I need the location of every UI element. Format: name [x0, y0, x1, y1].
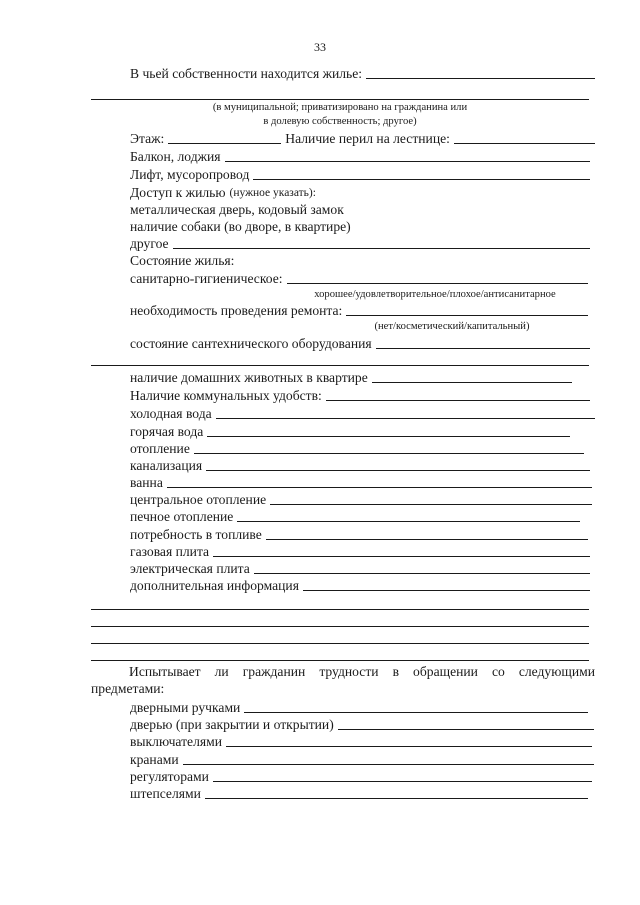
- utilities-label: Наличие коммунальных удобств:: [130, 388, 322, 403]
- pets-row: [130, 370, 572, 386]
- railing-label: Наличие перил на лестнице:: [285, 131, 450, 146]
- lift-label: Лифт, мусоропровод: [130, 167, 250, 182]
- utility-label: электрическая плита: [130, 561, 250, 576]
- difficulty-field[interactable]: [244, 711, 588, 713]
- access-item-door: металлическая дверь, кодовый замок: [130, 202, 344, 217]
- access-other-row: [130, 236, 590, 252]
- sanitary-field[interactable]: [287, 282, 588, 284]
- page-number: 33: [314, 40, 326, 54]
- utility-field[interactable]: [216, 417, 595, 419]
- plumbing-label: состояние сантехнического оборудования: [130, 336, 372, 351]
- ownership-field-line2[interactable]: [91, 99, 589, 100]
- pets-label: наличие домашних животных в квартире: [130, 370, 368, 385]
- utility-field[interactable]: [213, 555, 590, 557]
- utility-field[interactable]: [237, 520, 580, 522]
- additional-info-line[interactable]: [91, 660, 589, 661]
- difficulty-label: дверными ручками: [130, 700, 241, 715]
- utility-label: канализация: [130, 458, 203, 473]
- utility-label: газовая плита: [130, 544, 210, 559]
- difficulty-label: дверью (при закрытии и открытии): [130, 717, 334, 732]
- balcony-label: Балкон, лоджия: [130, 149, 221, 164]
- floor-field[interactable]: [168, 142, 281, 144]
- ownership-row: [130, 66, 595, 82]
- condition-row: [130, 253, 590, 269]
- utility-label: потребность в топливе: [130, 527, 262, 542]
- balcony-row: [130, 149, 590, 165]
- ownership-field[interactable]: [366, 77, 595, 79]
- access-row: [130, 185, 590, 201]
- utility-field[interactable]: [270, 503, 592, 505]
- utility-field[interactable]: [194, 452, 584, 454]
- utility-row: [130, 561, 590, 577]
- access-item: [130, 219, 590, 235]
- utility-label: горячая вода: [130, 424, 204, 439]
- access-note: (нужное указать):: [229, 187, 316, 199]
- difficulty-label: выключателями: [130, 734, 222, 749]
- additional-info-line[interactable]: [91, 626, 589, 627]
- railing-field[interactable]: [454, 142, 595, 144]
- difficulty-field[interactable]: [183, 763, 594, 765]
- additional-info-line[interactable]: [91, 643, 589, 644]
- additional-info-field[interactable]: [303, 589, 590, 591]
- condition-label: Состояние жилья:: [130, 253, 235, 268]
- utility-field[interactable]: [254, 572, 590, 574]
- repair-row: [130, 303, 588, 319]
- difficulty-field[interactable]: [213, 780, 592, 782]
- utility-row: [130, 424, 570, 440]
- sanitary-row: [130, 271, 588, 287]
- additional-info-label: дополнительная информация: [130, 578, 299, 593]
- utility-label: ванна: [130, 475, 163, 490]
- utility-row: [130, 458, 590, 474]
- additional-info-line[interactable]: [91, 609, 589, 610]
- utility-row: [130, 406, 595, 422]
- difficulty-row: [130, 752, 594, 768]
- utility-field[interactable]: [266, 538, 588, 540]
- ownership-label: В чьей собственности находится жилье:: [130, 66, 363, 81]
- access-item: [130, 202, 590, 218]
- utilities-row: [130, 388, 590, 404]
- lift-row: [130, 167, 590, 183]
- plumbing-row: [130, 336, 590, 352]
- utility-field[interactable]: [167, 486, 592, 488]
- plumbing-field-line2[interactable]: [91, 365, 589, 366]
- lift-field[interactable]: [253, 178, 590, 180]
- access-other-label: другое: [130, 236, 169, 251]
- ownership-hint-1: (в муниципальной; приватизировано на гражданина или: [212, 102, 468, 113]
- difficulty-field[interactable]: [338, 728, 594, 730]
- difficulty-row: [130, 700, 588, 716]
- difficulty-field[interactable]: [205, 797, 588, 799]
- pets-field[interactable]: [372, 381, 572, 383]
- difficulty-row: [130, 717, 594, 733]
- difficulty-row: [130, 786, 588, 802]
- utility-row: [130, 475, 592, 491]
- utility-field[interactable]: [206, 469, 590, 471]
- utility-row: [130, 441, 584, 457]
- access-item-dog: наличие собаки (во дворе, в квартире): [130, 219, 351, 234]
- utility-label: печное отопление: [130, 509, 234, 524]
- access-other-field[interactable]: [173, 247, 590, 249]
- floor-row: [130, 131, 595, 147]
- difficulty-label: регуляторами: [130, 769, 209, 784]
- access-label: Доступ к жилью: [130, 185, 226, 200]
- plumbing-field[interactable]: [376, 347, 590, 349]
- utility-label: отопление: [130, 441, 190, 456]
- balcony-field[interactable]: [225, 160, 590, 162]
- difficulty-field[interactable]: [226, 745, 592, 747]
- difficulty-question-text: Испытывает ли гражданин трудности в обращении со следующими предметами:: [91, 664, 595, 696]
- utilities-field[interactable]: [326, 399, 590, 401]
- ownership-hint-2: в долевую собственность; другое): [263, 116, 417, 127]
- repair-hint: (нет/косметический/капитальный): [374, 321, 530, 332]
- sanitary-label: санитарно-гигиеническое:: [130, 271, 283, 286]
- floor-label: Этаж:: [130, 131, 165, 146]
- difficulty-row: [130, 769, 592, 785]
- difficulty-row: [130, 734, 592, 750]
- difficulty-question: [91, 663, 595, 697]
- utility-row: [130, 509, 580, 525]
- sanitary-hint: хорошее/удовлетворительное/плохое/антисанитарное: [314, 289, 556, 300]
- repair-label: необходимость проведения ремонта:: [130, 303, 343, 318]
- utility-row: [130, 544, 590, 560]
- utility-field[interactable]: [207, 435, 570, 437]
- utility-row: [130, 527, 588, 543]
- repair-field[interactable]: [346, 314, 588, 316]
- utility-label: холодная вода: [130, 406, 212, 421]
- utility-row: [130, 492, 592, 508]
- difficulty-label: штепселями: [130, 786, 201, 801]
- utility-label: центральное отопление: [130, 492, 267, 507]
- utility-row: [130, 578, 590, 594]
- difficulty-label: кранами: [130, 752, 179, 767]
